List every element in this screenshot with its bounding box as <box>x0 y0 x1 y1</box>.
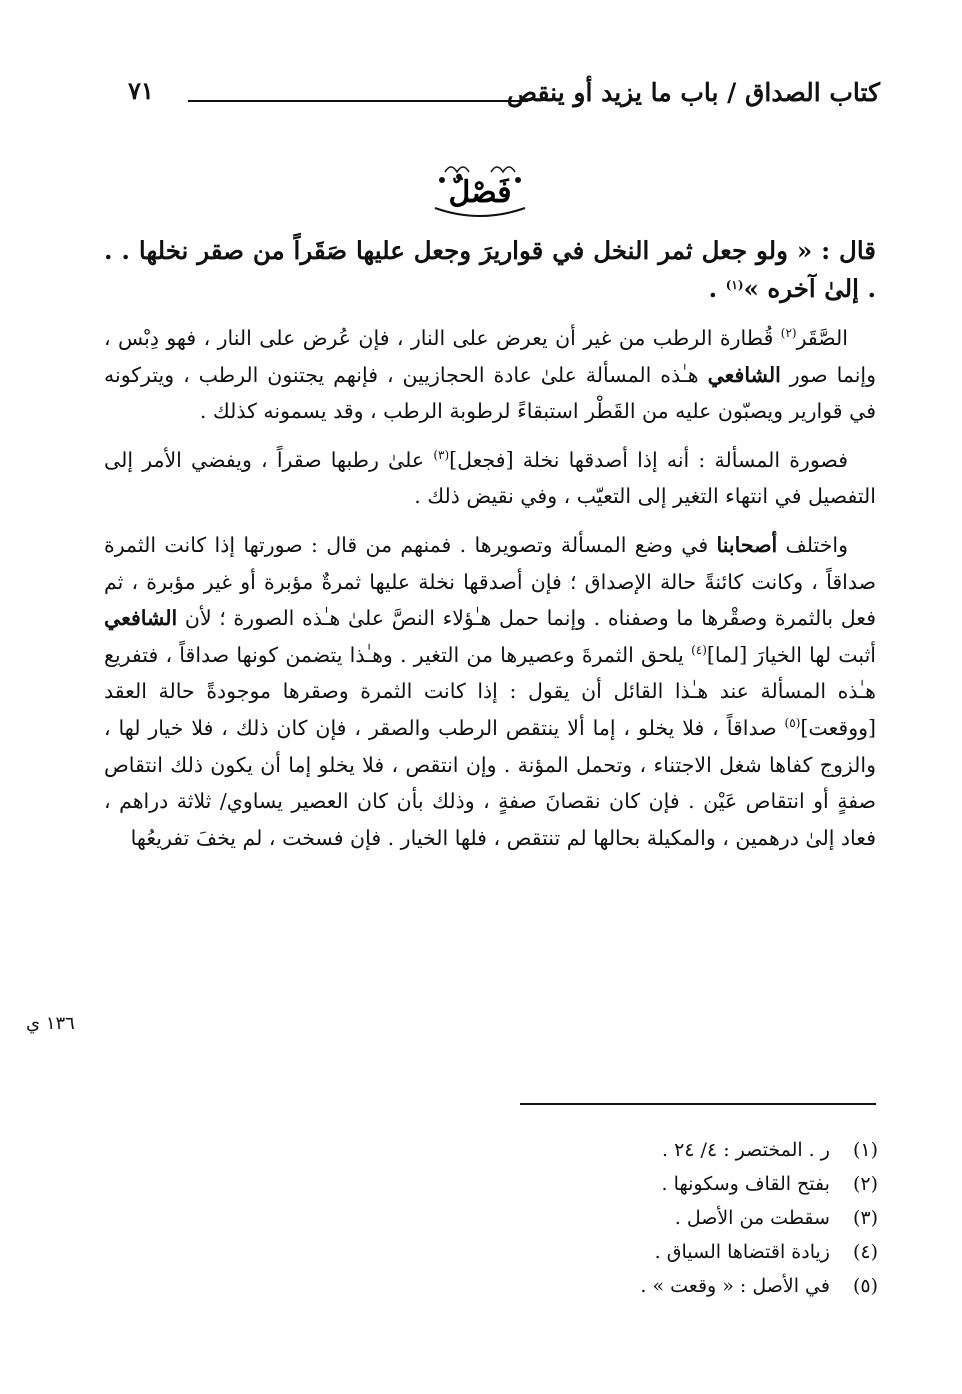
footnote-item <box>640 1269 878 1303</box>
quote-text: قال : « ولو جعل ثمر النخل في قواريرَ وجعل عليها صَقَراً من صقر نخلها . . . إلىٰ آخره » <box>104 236 876 303</box>
bold-name: أصحابنا <box>716 532 778 557</box>
para3-text: يلحق الثمرةَ وعصيرها من التغير . وهـٰذا يتضمن كونها صداقاً ، فتفريع هـٰذه المسألة عند هـٰذا القائل أن يقول : إذا كانت الثمرة وصقرها موجودةً حالة العقد [ووقعت] <box>104 642 876 740</box>
bold-name: الشافعي <box>707 362 781 387</box>
footnote-number: (١) <box>852 1139 878 1161</box>
para2-text: فصورة المسألة : أنه إذا أصدقها نخلة [فجعل] <box>449 447 849 472</box>
bold-name: الشافعي <box>104 606 178 631</box>
footnote-text: سقطت من الأصل . <box>674 1207 830 1229</box>
footnote-ref: (١) <box>725 278 744 292</box>
para1-text: الصَّقَر <box>796 326 848 350</box>
footnotes <box>640 1133 878 1303</box>
para3-text: واختلف <box>777 532 849 557</box>
para2-text: علىٰ رطبها صقراً ، ويفضي الأمر إلى التفصيل في انتهاء التغير إلى التعيّب ، وفي نقيض ذلك . <box>104 447 876 509</box>
para3-text: في وضع المسألة وتصويرها . فمنهم من قال : صورتها إذا كانت الثمرة صداقاً ، وكانت كائنةً حالة الإصداق ؛ فإن أصدقها نخلة عليها ثمرةٌ مؤبرة أو غير مؤبرة ، ثم فعل بالثمرة وصقْرها ما وصفناه . وإنما حمل هـٰؤلاء النصَّ علىٰ هـٰذه الصورة ؛ لأن <box>104 532 876 631</box>
footnote-ref: (٢) <box>780 326 797 340</box>
footnote-item <box>640 1235 878 1269</box>
footnote-text: بفتح القاف وسكونها . <box>661 1173 830 1195</box>
quote-end: . <box>708 274 726 303</box>
para1-text: قُطارة الرطب من غير أن يعرض على النار ، فإن عُرض على النار ، فهو دِبْس ، وإنما صور <box>104 326 876 387</box>
paragraph-1 <box>104 320 876 430</box>
footnote-ref: (٤) <box>691 642 707 657</box>
footnote-ref: (٥) <box>784 715 801 730</box>
footnote-text: في الأصل : « وقعت » . <box>640 1275 830 1297</box>
footnote-rule <box>520 1103 876 1105</box>
footnote-number: (٤) <box>852 1241 878 1263</box>
footnote-number: (٥) <box>852 1275 878 1297</box>
manuscript-folio-note: ١٣٦ ي <box>26 1013 75 1034</box>
paragraph-3 <box>104 527 876 856</box>
footnote-text: ر . المختصر : ٤/ ٢٤ . <box>661 1139 830 1161</box>
para1-text: هـٰذه المسألة علىٰ عادة الحجازيين ، فإنهم يجتنون الرطب ، ويتركونه في قوارير ويصبّون عليه من القَطْر استبقاءً لرطوبة الرطب ، وقد يسمونه كذلك . <box>104 362 876 424</box>
quoted-passage <box>104 232 876 308</box>
para3-text: أثبت لها الخيارَ [لما] <box>706 642 876 667</box>
header-rule <box>188 100 528 102</box>
footnote-text: زيادة اقتضاها السياق . <box>654 1241 830 1263</box>
page-number: ٧١ <box>128 76 154 105</box>
footnote-number: (٣) <box>852 1207 878 1229</box>
para3-text: صداقاً ، فلا يخلو ، إما ألا ينتقص الرطب والصقر ، فإن كان ذلك ، فلا خيار لها ، والزوج كفاها شغل الاجتناء ، وتحمل المؤنة . وإن انتقص ، فلا يخلو إما أن يكون ذلك انتقاص صفةٍ أو انتقاص عَيْن . فإن كان نقصانَ صفةٍ ، وذلك بأن كان العصير يساوي/ ثلاثة دراهم ، فعاد إلىٰ درهمين ، والمكيلة بحالها لم تنتقص ، فلها الخيار . فإن فسخت ، لم يخفَ تفريعُها <box>104 715 877 850</box>
footnote-ref: (٣) <box>433 447 450 462</box>
running-header-title: كتاب الصداق / باب ما يزيد أو ينقص <box>506 78 880 107</box>
section-ornament <box>405 150 555 230</box>
footnote-item <box>640 1133 878 1167</box>
footnote-item <box>640 1201 878 1235</box>
paragraph-2 <box>104 442 876 515</box>
footnote-number: (٢) <box>852 1173 878 1195</box>
main-text <box>104 232 876 868</box>
footnote-item <box>640 1167 878 1201</box>
ornament-label: فَصْلٌ <box>448 175 512 210</box>
